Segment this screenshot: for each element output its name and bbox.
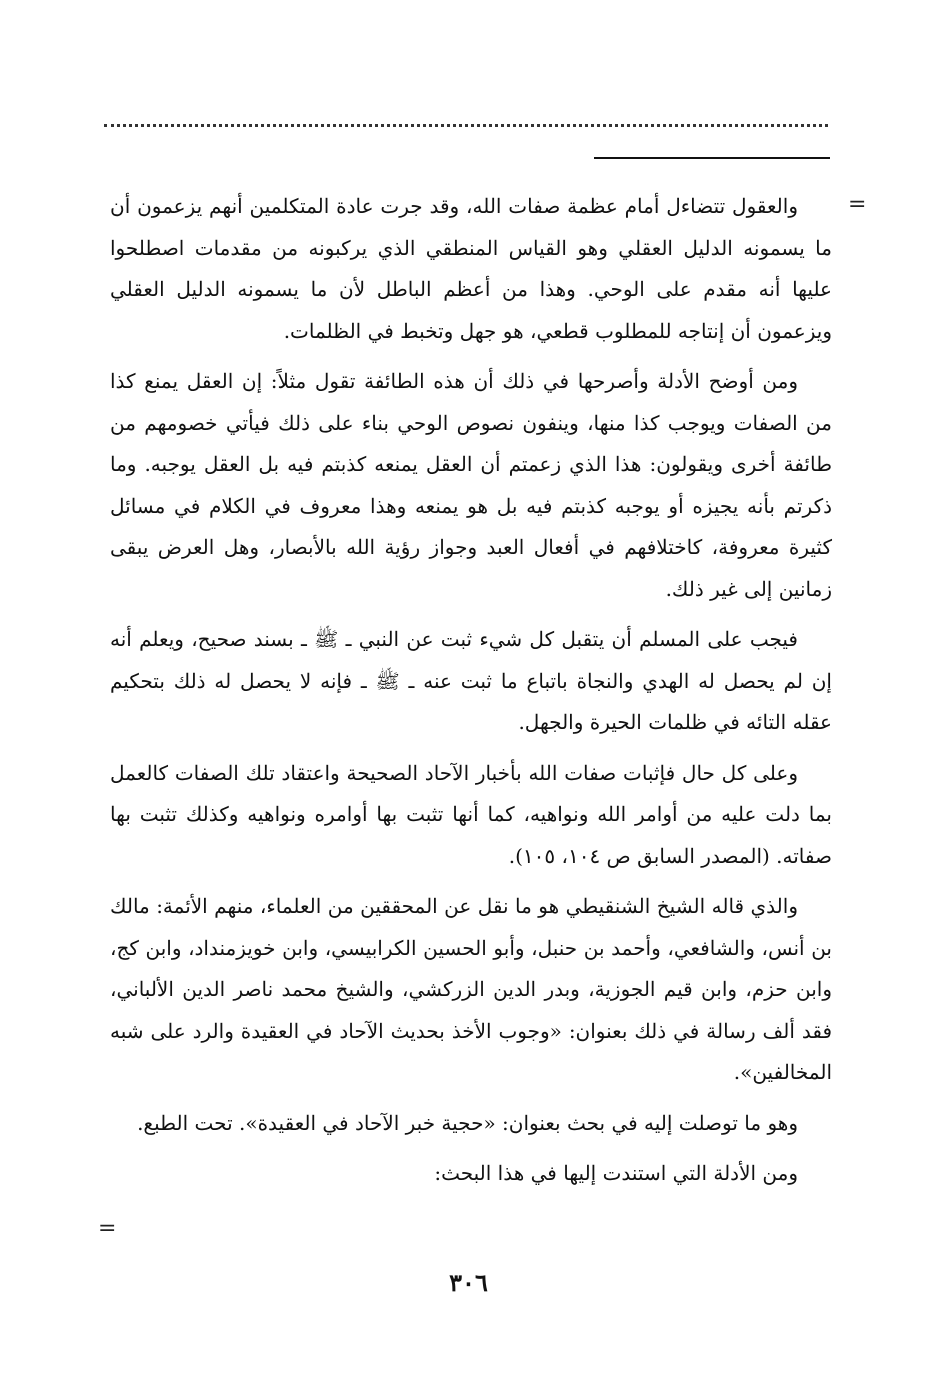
- paragraph-4: وعلى كل حال فإثبات صفات الله بأخبار الآحاد الصحيحة واعتقاد تلك الصفات كالعمل بما دلت عليه من أوامر الله ونواهيه، كما أنها تثبت بها أوامره ونواهيه وكذلك تثبت بها صفاته. (المصدر السابق ص ١٠٤، ١٠٥).: [110, 760, 832, 868]
- footnote-text-block: [110, 186, 832, 1204]
- continuation-mark-top: =: [848, 192, 867, 217]
- paragraph-3: فيجب على المسلم أن يتقبل كل شيء ثبت عن النبي ـ ﷺ ـ بسند صحيح، ويعلم أنه إن لم يحصل له الهدي والنجاة باتباع ما ثبت عنه ـ ﷺ ـ فإنه لا يحصل له ذلك بتحكيم عقله التائه في ظلمات الحيرة والجهل.: [110, 627, 832, 734]
- paragraph-1: والعقول تتضاءل أمام عظمة صفات الله، وقد جرت عادة المتكلمين أنهم يزعمون أن ما يسمونه الدليل العقلي وهو القياس المنطقي الذي يركبونه من مقدمات اصطلحوا عليها أنه مقدم على الوحي. وهذا من أعظم الباطل لأن ما يسمونه الدليل العقلي ويزعمون أن إنتاجه للمطلوب قطعي، هو جهل وتخبط في الظلمات.: [110, 194, 832, 343]
- paragraph-5: والذي قاله الشيخ الشنقيطي هو ما نقل عن المحققين من العلماء، منهم الأئمة: مالك بن أنس، والشافعي، وأحمد بن حنبل، وأبو الحسين الكرابيسي، وابن خويزمنداد، وابن كج، وابن حزم، وابن قيم الجوزية، وبدر الدين الزركشي، والشيخ محمد ناصر الدين الألباني، فقد ألف رسالة في ذلك بعنوان: «وجوب الأخذ بحديث الآحاد في العقيدة والرد على شبه المخالفين».: [110, 894, 832, 1084]
- dotted-header-rule: [104, 124, 828, 127]
- paragraph-6: وهو ما توصلت إليه في بحث بعنوان: «حجية خبر الآحاد في العقيدة». تحت الطبع.: [137, 1110, 798, 1135]
- continuation-mark-bottom: =: [98, 1216, 117, 1241]
- footnote-separator-rule: [594, 157, 830, 159]
- page-number: ٣٠٦: [449, 1268, 488, 1297]
- paragraph-2: ومن أوضح الأدلة وأصرحها في ذلك أن هذه الطائفة تقول مثلاً: إن العقل يمنع كذا من الصفات ويوجب كذا منها، وينفون نصوص الوحي بناء على ذلك فيأتي خصومهم من طائفة أخرى ويقولون: هذا الذي زعمتم أن العقل يمنعه كذبتم فيه بل العقل يوجبه. وما ذكرتم بأنه يجيزه أو يوجبه كذبتم فيه بل هو يمنعه وهذا معروف في الكلام في مسائل كثيرة معروفة، كاختلافهم في أفعال العبد وجواز رؤية الله بالأبصار، وهل العرض يبقى زمانين إلى غير ذلك.: [110, 369, 832, 601]
- paragraph-7: ومن الأدلة التي استندت إليها في هذا البحث:: [434, 1161, 798, 1185]
